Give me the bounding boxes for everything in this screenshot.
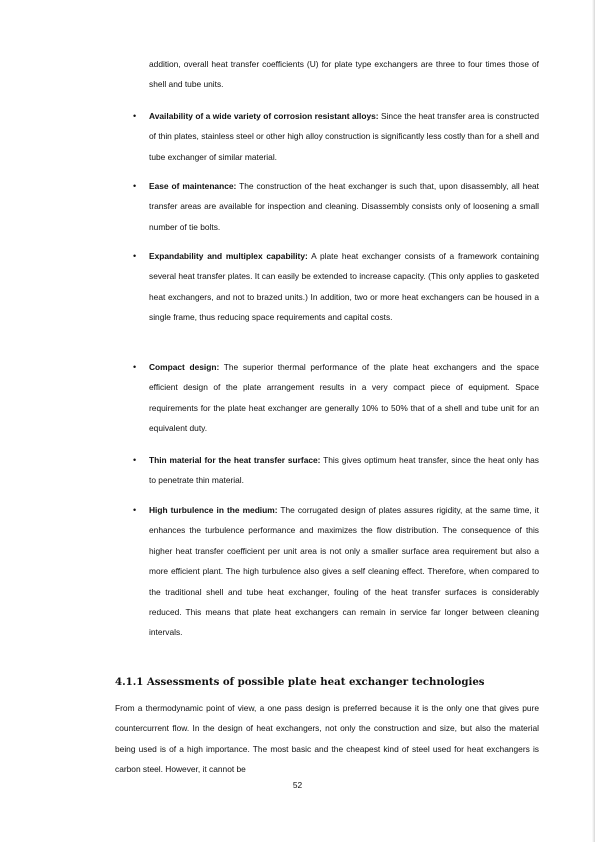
bullet-text: This gives optimum heat transfer, since the heat only has to penetrate thin material. xyxy=(149,455,539,486)
bullet-icon: • xyxy=(133,251,137,261)
bullet-text: The construction of the heat exchanger is such that, upon disassembly, all heat transfer areas are available for inspection and cleaning. Disassembly consists only of loosening a small number of tie bolts. xyxy=(149,181,539,232)
section-heading: 4.1.1 Assessments of possible plate heat exchanger technologies xyxy=(115,676,485,688)
bullet-item-thin-material xyxy=(149,450,539,491)
bullet-item-high-turbulence xyxy=(149,500,539,643)
bullet-title: Compact design: xyxy=(149,362,220,372)
bullet-title: Expandability and multiplex capability: xyxy=(149,251,308,261)
bullet-title: High turbulence in the medium: xyxy=(149,505,278,515)
bullet-icon: • xyxy=(133,111,137,121)
bullet-item-corrosion-resistant-alloys xyxy=(149,106,539,167)
bullet-icon: • xyxy=(133,362,137,372)
bullet-text: A plate heat exchanger consists of a framework containing several heat transfer plates. It can easily be extended to increase capacity. (This only applies to gasketed heat exchangers, and not to brazed units.) In addition, two or more heat exchangers can be housed in a single frame, thus reducing space requirements and capital costs. xyxy=(149,251,539,323)
bullet-text: The corrugated design of plates assures rigidity, at the same time, it enhances the turbulence performance and maximizes the flow distribution. The consequence of this higher heat transfer coefficient per unit area is not only a smaller surface area requirement but also a more efficient plant. The high turbulence also gives a self cleaning effect. Therefore, when compared to the traditional shell and tube heat exchanger, fouling of the heat transfer surfaces is considerably reduced. This means that plate heat exchangers can remain in service far longer between cleaning intervals. xyxy=(149,505,539,638)
bullet-icon: • xyxy=(133,181,137,191)
bullet-item-ease-of-maintenance xyxy=(149,176,539,237)
body-paragraph: From a thermodynamic point of view, a one pass design is preferred because it is the only one that gives pure countercurrent flow. In the design of heat exchangers, not only the construction and size, but also the material being used is of a high importance. The most basic and the cheapest kind of steel used for heat exchangers is carbon steel. However, it cannot be xyxy=(115,703,539,775)
bullet-text: The superior thermal performance of the plate heat exchangers and the space efficient design of the plate arrangement results in a very compact piece of equipment. Space requirements for the plate heat exchanger are generally 10% to 50% that of a shell and tube unit for an equivalent duty. xyxy=(149,362,539,434)
bullet-icon: • xyxy=(133,455,137,465)
bullet-icon: • xyxy=(133,505,137,515)
bullet-title: Thin material for the heat transfer surface: xyxy=(149,455,321,465)
bullet-item-compact-design xyxy=(149,357,539,439)
bullet-title: Availability of a wide variety of corrosion resistant alloys: xyxy=(149,111,379,121)
bullet-title: Ease of maintenance: xyxy=(149,181,237,191)
bullet-text: Since the heat transfer area is constructed of thin plates, stainless steel or other high alloy construction is significantly less costly than for a shell and tube exchanger of similar material. xyxy=(149,111,539,162)
continuation-paragraph: addition, overall heat transfer coefficients (U) for plate type exchangers are three to four times those of shell and tube units. xyxy=(149,59,539,90)
bullet-item-expandability xyxy=(149,246,539,328)
page-number: 52 xyxy=(292,780,303,790)
